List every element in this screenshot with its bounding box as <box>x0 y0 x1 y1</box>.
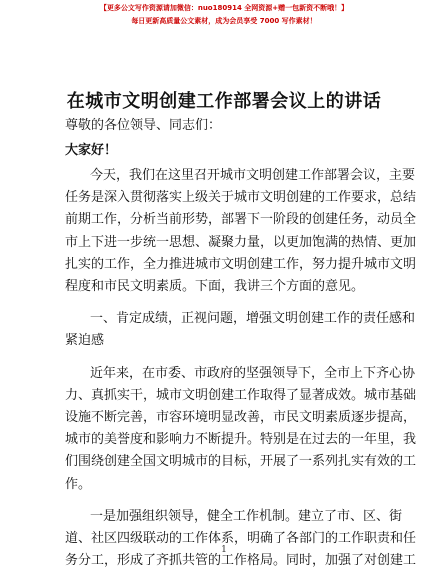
paragraph-line: 作。 <box>65 476 92 492</box>
paragraph-line: 城市的美誉度和影响力不断提升。特别是在过去的一年里，我 <box>65 432 417 448</box>
heading-line: 一、肯定成绩，正视问题，增强文明创建工作的责任感和 <box>90 311 416 327</box>
paragraph-line: 程度和市民文明素质。下面，我讲三个方面的意见。 <box>65 279 365 294</box>
paragraph-line: 市上下进一步统一思想、凝聚力量，以更加饱满的热情、更加 <box>65 234 417 250</box>
heading-line: 紧迫感 <box>65 333 105 349</box>
paragraph-line: 务分工，形成了齐抓共管的工作格局。同时，加强了对创建工 <box>65 553 417 569</box>
paragraph-line: 一是加强组织领导，健全工作机制。建立了市、区、街 <box>90 508 403 524</box>
paragraph-line: 扎实的工作，全力推进城市文明创建工作，努力提升城市文明 <box>65 256 417 272</box>
paragraph-line: 力、真抓实干，城市文明创建工作取得了显著成效。城市基础 <box>65 387 417 403</box>
promo-banner-line-2: 每日更新高质量公文素材，成为会员享受 7000 写作素材！ <box>131 17 317 25</box>
greeting: 大家好！ <box>65 143 118 158</box>
salutation: 尊敬的各位领导、同志们： <box>65 118 222 133</box>
promo-banner-line-1: 【更多公文写作资源请加微信：nuo180914 全网资源+赠一包新资不断哦！】 <box>99 4 349 12</box>
paragraph-line: 任务是深入贯彻落实上级关于城市文明创建的工作要求，总结 <box>65 190 417 206</box>
paragraph-line: 设施不断完善，市容环境明显改善，市民文明素质逐步提高， <box>65 410 417 425</box>
paragraph-line: 前期工作，分析当前形势，部署下一阶段的创建任务，动员全 <box>65 212 417 228</box>
paragraph-line: 道、社区四级联动的工作体系，明确了各部门的工作职责和任 <box>65 531 417 546</box>
paragraph-line: 近年来，在市委、市政府的坚强领导下，全市上下齐心协 <box>90 365 416 381</box>
paragraph-line: 们围绕创建全国文明城市的目标，开展了一系列扎实有效的工 <box>65 454 417 470</box>
page-number: 1 <box>221 545 227 555</box>
document-title: 在城市文明创建工作部署会议上的讲话 <box>66 91 382 112</box>
paragraph-line: 今天，我们在这里召开城市文明创建工作部署会议，主要 <box>90 168 416 183</box>
